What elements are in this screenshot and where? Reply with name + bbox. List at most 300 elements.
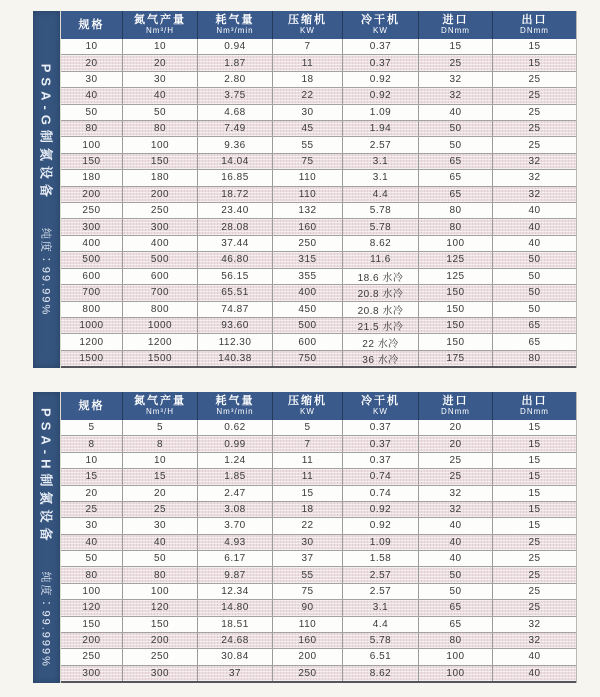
cell: 80 — [123, 121, 198, 136]
cell: 16.85 — [198, 170, 273, 185]
spec-grid — [60, 392, 577, 683]
cell: 22 水冷 — [343, 334, 419, 349]
cell: 40 — [123, 88, 198, 103]
cell: 80 — [61, 121, 123, 136]
cell: 150 — [419, 334, 493, 349]
purity-label: 纯度∶99.99% — [39, 227, 52, 316]
cell: 20 — [61, 486, 123, 501]
cell: 100 — [61, 584, 123, 599]
column-header — [123, 11, 198, 39]
cell: 0.37 — [343, 55, 419, 70]
cell: 25 — [528, 585, 541, 597]
table-row — [61, 648, 576, 664]
cell: 80 — [419, 219, 493, 234]
cell: 25 — [528, 106, 541, 118]
column-header — [61, 392, 123, 420]
cell: 3.70 — [198, 518, 273, 533]
table-row — [61, 550, 576, 566]
column-unit: Nm³/min — [216, 406, 254, 416]
cell: 3.08 — [198, 502, 273, 517]
cell: 8 — [61, 436, 123, 451]
cell: 0.99 — [198, 436, 273, 451]
cell: 100 — [419, 236, 493, 251]
cell: 15 — [528, 454, 541, 466]
cell: 11 — [273, 469, 343, 484]
table-row — [61, 169, 576, 185]
cell: 3.1 — [343, 170, 419, 185]
table-row — [61, 485, 576, 501]
cell: 55 — [273, 567, 343, 582]
cell: 50 — [61, 105, 123, 120]
cell: 80 — [419, 633, 493, 648]
cell: 15 — [528, 438, 541, 450]
table-row — [61, 583, 576, 599]
cell: 25 — [528, 553, 541, 565]
cell: 500 — [61, 252, 123, 267]
sidebar-rotated-text — [37, 63, 56, 315]
cell: 14.04 — [198, 154, 273, 169]
cell: 750 — [273, 351, 343, 366]
cell: 150 — [419, 318, 493, 333]
cell: 1500 — [61, 351, 123, 366]
table-row — [61, 566, 576, 582]
cell: 65 — [419, 600, 493, 615]
cell: 15 — [419, 39, 493, 54]
cell: 150 — [61, 154, 123, 169]
cell: 24.68 — [198, 633, 273, 648]
cell: 32 — [528, 618, 541, 630]
table-row — [61, 452, 576, 468]
cell: 40 — [528, 667, 541, 679]
cell: 75 — [273, 154, 343, 169]
cell: 25 — [528, 123, 541, 135]
cell: 25 — [123, 502, 198, 517]
cell: 180 — [61, 170, 123, 185]
cell: 5 — [61, 420, 123, 435]
sidebar-rotated-text — [37, 408, 56, 668]
cell: 32 — [419, 72, 493, 87]
cell: 100 — [61, 137, 123, 152]
cell: 300 — [123, 219, 198, 234]
cell: 1200 — [61, 334, 123, 349]
cell: 0.92 — [343, 72, 419, 87]
cell: 65 — [419, 154, 493, 169]
cell: 20 — [419, 436, 493, 451]
cell: 25 — [528, 602, 541, 614]
cell: 5 — [123, 420, 198, 435]
cell: 600 — [123, 269, 198, 284]
series-title: PSA-H制氮设备 — [38, 407, 53, 546]
cell: 800 — [61, 302, 123, 317]
cell: 37.44 — [198, 236, 273, 251]
table-row — [61, 317, 576, 333]
cell: 1.94 — [343, 121, 419, 136]
table-row — [61, 517, 576, 533]
cell: 25 — [528, 90, 541, 102]
table-row — [61, 599, 576, 615]
table-header-row — [61, 392, 576, 420]
cell: 200 — [123, 187, 198, 202]
cell: 20 — [123, 486, 198, 501]
cell: 100 — [419, 666, 493, 681]
table-row — [61, 468, 576, 484]
cell: 30 — [273, 105, 343, 120]
cell: 9.87 — [198, 567, 273, 582]
cell: 25 — [528, 74, 541, 86]
cell: 14.80 — [198, 600, 273, 615]
cell: 15 — [61, 469, 123, 484]
column-label: 耗气量 — [215, 14, 255, 27]
cell: 25 — [419, 453, 493, 468]
cell: 200 — [61, 633, 123, 648]
column-unit: KW — [300, 25, 315, 35]
table-row — [61, 251, 576, 267]
cell: 15 — [123, 469, 198, 484]
column-header — [61, 11, 123, 39]
table-header-row — [61, 11, 576, 39]
cell: 40 — [419, 551, 493, 566]
cell: 4.4 — [343, 617, 419, 632]
cell: 250 — [61, 203, 123, 218]
cell: 10 — [123, 453, 198, 468]
cell: 300 — [123, 666, 198, 681]
cell: 40 — [419, 535, 493, 550]
cell: 30 — [61, 518, 123, 533]
cell: 700 — [61, 285, 123, 300]
cell: 80 — [61, 567, 123, 582]
cell: 15 — [528, 422, 541, 434]
cell: 50 — [419, 121, 493, 136]
cell: 180 — [123, 170, 198, 185]
cell: 37 — [273, 551, 343, 566]
cell: 1.85 — [198, 469, 273, 484]
cell: 250 — [123, 203, 198, 218]
column-label: 进口 — [442, 395, 469, 408]
purity-label: 纯度∶99.999% — [39, 571, 52, 668]
cell: 125 — [419, 252, 493, 267]
cell: 5 — [273, 420, 343, 435]
cell: 11.6 — [343, 252, 419, 267]
cell: 200 — [61, 187, 123, 202]
cell: 50 — [528, 287, 541, 299]
cell: 4.93 — [198, 535, 273, 550]
cell: 7 — [273, 39, 343, 54]
table-row — [61, 268, 576, 284]
cell: 250 — [123, 649, 198, 664]
cell: 160 — [273, 219, 343, 234]
cell: 100 — [419, 649, 493, 664]
cell: 22 — [273, 518, 343, 533]
cell: 0.92 — [343, 518, 419, 533]
table-row — [61, 301, 576, 317]
cell: 74.87 — [198, 302, 273, 317]
cell: 40 — [123, 535, 198, 550]
table-row — [61, 153, 576, 169]
cell: 2.57 — [343, 567, 419, 582]
cell: 4.4 — [343, 187, 419, 202]
cell: 65 — [419, 187, 493, 202]
cell: 110 — [273, 617, 343, 632]
cell: 120 — [123, 600, 198, 615]
cell: 20.8 水冷 — [343, 285, 419, 300]
cell: 100 — [123, 137, 198, 152]
cell: 50 — [61, 551, 123, 566]
cell: 40 — [528, 238, 541, 250]
table-row — [61, 136, 576, 152]
cell: 20 — [123, 55, 198, 70]
cell: 800 — [123, 302, 198, 317]
column-header — [493, 392, 576, 420]
column-unit: DNmm — [441, 406, 470, 416]
cell: 250 — [273, 236, 343, 251]
table-body — [61, 420, 576, 683]
cell: 50 — [528, 254, 541, 266]
column-header — [419, 392, 493, 420]
cell: 18.72 — [198, 187, 273, 202]
column-label: 出口 — [521, 395, 548, 408]
cell: 7.49 — [198, 121, 273, 136]
cell: 8 — [123, 436, 198, 451]
cell: 9.36 — [198, 137, 273, 152]
cell: 3.75 — [198, 88, 273, 103]
cell: 132 — [273, 203, 343, 218]
cell: 50 — [419, 567, 493, 582]
column-unit: DNmm — [520, 406, 549, 416]
column-unit: Nm³/min — [216, 25, 254, 35]
cell: 1200 — [123, 334, 198, 349]
cell: 50 — [528, 303, 541, 315]
cell: 300 — [61, 666, 123, 681]
column-unit: KW — [373, 406, 388, 416]
cell: 55 — [273, 137, 343, 152]
cell: 150 — [419, 285, 493, 300]
psa-g-spec-table — [33, 11, 577, 368]
cell: 21.5 水冷 — [343, 318, 419, 333]
cell: 140.38 — [198, 351, 273, 366]
cell: 93.60 — [198, 318, 273, 333]
table-row — [61, 284, 576, 300]
cell: 200 — [273, 649, 343, 664]
cell: 36 水冷 — [343, 351, 419, 366]
cell: 32 — [528, 635, 541, 647]
cell: 0.74 — [343, 486, 419, 501]
cell: 65.51 — [198, 285, 273, 300]
spec-grid — [60, 11, 577, 368]
column-label: 耗气量 — [215, 395, 255, 408]
cell: 65 — [528, 336, 541, 348]
cell: 0.37 — [343, 420, 419, 435]
column-unit: KW — [300, 406, 315, 416]
column-header — [343, 392, 419, 420]
table-row — [61, 616, 576, 632]
cell: 37 — [198, 666, 273, 681]
table-row — [61, 501, 576, 517]
cell: 32 — [528, 156, 541, 168]
cell: 1.24 — [198, 453, 273, 468]
cell: 700 — [123, 285, 198, 300]
column-header — [343, 11, 419, 39]
cell: 0.62 — [198, 420, 273, 435]
cell: 600 — [61, 269, 123, 284]
table-row — [61, 186, 576, 202]
cell: 15 — [528, 41, 541, 53]
cell: 160 — [273, 633, 343, 648]
cell: 15 — [528, 471, 541, 483]
cell: 15 — [273, 486, 343, 501]
cell: 15 — [528, 520, 541, 532]
cell: 25 — [419, 55, 493, 70]
cell: 0.37 — [343, 39, 419, 54]
cell: 65 — [528, 320, 541, 332]
table-row — [61, 54, 576, 70]
column-label: 氮气产量 — [134, 14, 186, 27]
psa-h-sidebar — [33, 392, 60, 683]
cell: 250 — [273, 666, 343, 681]
cell: 120 — [61, 600, 123, 615]
cell: 5.78 — [343, 203, 419, 218]
cell: 11 — [273, 55, 343, 70]
cell: 150 — [419, 302, 493, 317]
cell: 315 — [273, 252, 343, 267]
cell: 150 — [61, 617, 123, 632]
column-label: 出口 — [521, 14, 548, 27]
cell: 200 — [123, 633, 198, 648]
cell: 1.09 — [343, 535, 419, 550]
cell: 80 — [419, 203, 493, 218]
cell: 500 — [273, 318, 343, 333]
column-label: 冷干机 — [361, 14, 400, 27]
cell: 75 — [273, 584, 343, 599]
column-header — [273, 392, 343, 420]
cell: 56.15 — [198, 269, 273, 284]
cell: 50 — [419, 584, 493, 599]
cell: 65 — [419, 170, 493, 185]
column-header — [198, 11, 273, 39]
cell: 6.51 — [343, 649, 419, 664]
cell: 32 — [419, 502, 493, 517]
cell: 1.09 — [343, 105, 419, 120]
cell: 45 — [273, 121, 343, 136]
cell: 15 — [528, 504, 541, 516]
column-header — [273, 11, 343, 39]
cell: 18.51 — [198, 617, 273, 632]
cell: 50 — [419, 137, 493, 152]
cell: 20.8 水冷 — [343, 302, 419, 317]
cell: 50 — [528, 270, 541, 282]
cell: 32 — [419, 88, 493, 103]
cell: 2.57 — [343, 137, 419, 152]
cell: 10 — [61, 453, 123, 468]
cell: 28.08 — [198, 219, 273, 234]
table-row — [61, 665, 576, 681]
cell: 5.78 — [343, 219, 419, 234]
table-row — [61, 71, 576, 87]
table-row — [61, 120, 576, 136]
column-header — [493, 11, 576, 39]
table-row — [61, 333, 576, 349]
cell: 40 — [528, 221, 541, 233]
table-row — [61, 202, 576, 218]
cell: 1500 — [123, 351, 198, 366]
cell: 10 — [123, 39, 198, 54]
cell: 12.34 — [198, 584, 273, 599]
cell: 3.1 — [343, 600, 419, 615]
table-row — [61, 235, 576, 251]
cell: 90 — [273, 600, 343, 615]
cell: 400 — [273, 285, 343, 300]
column-label: 规格 — [78, 399, 105, 412]
cell: 46.80 — [198, 252, 273, 267]
table-row — [61, 104, 576, 120]
table-row — [61, 350, 576, 366]
cell: 355 — [273, 269, 343, 284]
cell: 30.84 — [198, 649, 273, 664]
cell: 80 — [528, 352, 541, 364]
cell: 20 — [419, 420, 493, 435]
cell: 250 — [61, 649, 123, 664]
cell: 40 — [419, 518, 493, 533]
cell: 3.1 — [343, 154, 419, 169]
column-label: 压缩机 — [288, 395, 327, 408]
cell: 0.92 — [343, 502, 419, 517]
cell: 1.87 — [198, 55, 273, 70]
cell: 8.62 — [343, 236, 419, 251]
cell: 0.37 — [343, 453, 419, 468]
cell: 110 — [273, 170, 343, 185]
cell: 30 — [61, 72, 123, 87]
cell: 5.78 — [343, 633, 419, 648]
cell: 11 — [273, 453, 343, 468]
cell: 18 — [273, 72, 343, 87]
cell: 8.62 — [343, 666, 419, 681]
table-body — [61, 39, 576, 368]
cell: 100 — [123, 584, 198, 599]
cell: 25 — [528, 139, 541, 151]
cell: 150 — [123, 617, 198, 632]
cell: 50 — [123, 551, 198, 566]
column-label: 冷干机 — [361, 395, 400, 408]
cell: 112.30 — [198, 334, 273, 349]
cell: 65 — [419, 617, 493, 632]
table-row — [61, 534, 576, 550]
column-header — [198, 392, 273, 420]
cell: 4.68 — [198, 105, 273, 120]
table-row — [61, 39, 576, 54]
cell: 6.17 — [198, 551, 273, 566]
column-unit: DNmm — [520, 25, 549, 35]
cell: 20 — [61, 55, 123, 70]
cell: 40 — [528, 651, 541, 663]
cell: 22 — [273, 88, 343, 103]
column-unit: KW — [373, 25, 388, 35]
column-label: 进口 — [442, 14, 469, 27]
cell: 40 — [528, 205, 541, 217]
cell: 400 — [61, 236, 123, 251]
cell: 0.37 — [343, 436, 419, 451]
cell: 50 — [123, 105, 198, 120]
cell: 1000 — [123, 318, 198, 333]
cell: 0.74 — [343, 469, 419, 484]
cell: 25 — [528, 536, 541, 548]
cell: 23.40 — [198, 203, 273, 218]
column-label: 氮气产量 — [134, 395, 186, 408]
cell: 40 — [419, 105, 493, 120]
cell: 30 — [123, 72, 198, 87]
cell: 15 — [528, 57, 541, 69]
cell: 40 — [61, 88, 123, 103]
cell: 175 — [419, 351, 493, 366]
cell: 25 — [61, 502, 123, 517]
